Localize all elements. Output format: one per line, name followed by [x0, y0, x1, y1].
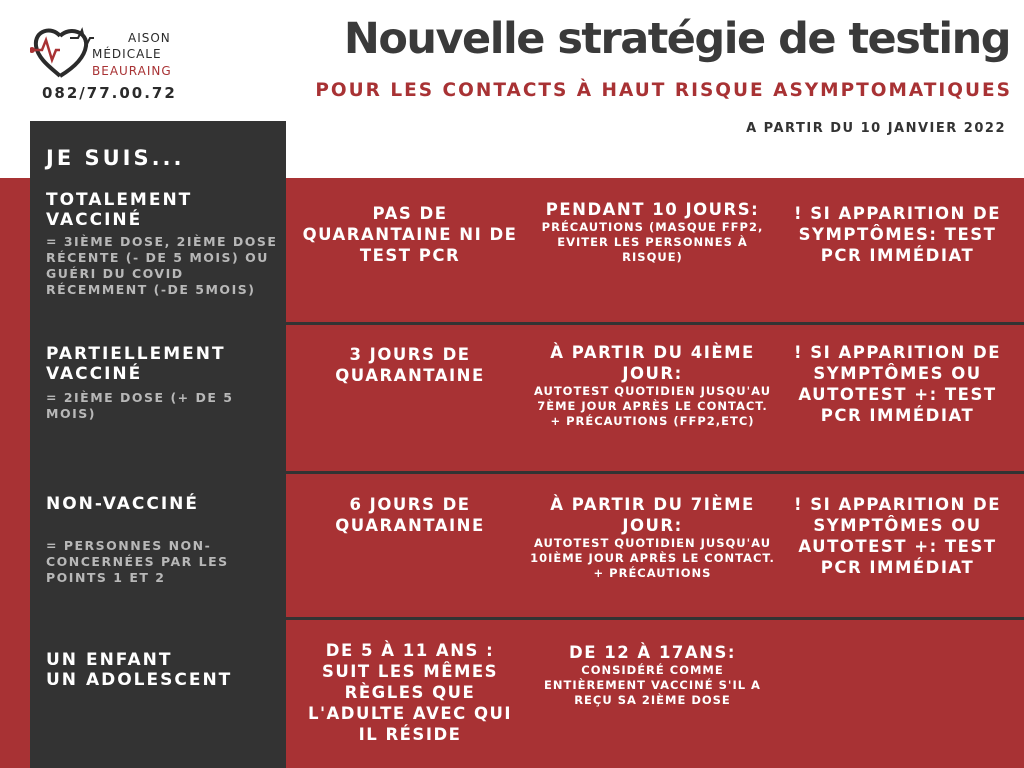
- cell-after-quarantine: [530, 199, 775, 265]
- cell-after-quarantine: [530, 342, 775, 429]
- logo-text-line1: AISON: [128, 31, 171, 45]
- row-title: TOTALEMENT VACCINÉ: [46, 190, 193, 230]
- row-divider: [286, 617, 1024, 620]
- cell-quarantine: [300, 494, 520, 536]
- cell-symptoms: [790, 342, 1005, 426]
- cell-symptoms: [790, 494, 1005, 578]
- cell-text: ! SI APPARITION DE SYMPTÔMES OU AUTOTEST +: TEST PCR IMMÉDIAT: [793, 343, 1002, 425]
- cell-quarantine: [300, 344, 520, 386]
- clinic-logo: [30, 26, 180, 84]
- row-label-unvaccinated: [46, 494, 281, 586]
- logo-text-line3: BEAURAING: [92, 64, 172, 78]
- cell-detail: PRÉCAUTIONS (MASQUE FFP2, EVITER LES PERSONNES À RISQUE): [541, 220, 764, 264]
- heart-pulse-icon: [30, 26, 94, 84]
- cell-text: 3 JOURS DE QUARANTAINE: [335, 345, 485, 385]
- page-title: Nouvelle stratégie de testing: [343, 14, 1010, 64]
- cell-text: PAS DE QUARANTAINE NI DE TEST PCR: [302, 204, 518, 265]
- page-subtitle: POUR LES CONTACTS À HAUT RISQUE ASYMPTOMATIQUES: [315, 80, 1012, 101]
- row-title-2: UN ADOLESCENT: [46, 670, 233, 690]
- cell-text: DE 5 À 11 ANS : SUIT LES MÊMES RÈGLES QUE L'ADULTE AVEC QUI IL RÉSIDE: [307, 641, 513, 744]
- cell-text: ! SI APPARITION DE SYMPTÔMES: TEST PCR IMMÉDIAT: [793, 204, 1002, 265]
- row-label-partially-vaccinated: [46, 344, 281, 422]
- row-divider: [286, 322, 1024, 325]
- cell-symptoms: [790, 203, 1005, 266]
- cell-title: PENDANT 10 JOURS:: [545, 200, 760, 219]
- row-title: NON-VACCINÉ: [46, 494, 200, 514]
- phone-number: 082/77.00.72: [42, 84, 177, 102]
- cell-after-quarantine: [530, 494, 775, 581]
- row-subtitle: = 3IÈME DOSE, 2IÈME DOSE RÉCENTE (- DE 5 MOIS) OU GUÉRI DU COVID RÉCEMMENT (-DE 5MOIS): [46, 234, 278, 297]
- row-subtitle: = PERSONNES NON-CONCERNÉES PAR LES POINTS 1 ET 2: [46, 538, 229, 585]
- cell-text: 6 JOURS DE QUARANTAINE: [335, 495, 485, 535]
- row-subtitle: = 2IÈME DOSE (+ DE 5 MOIS): [46, 390, 234, 421]
- effective-date: A PARTIR DU 10 JANVIER 2022: [746, 121, 1006, 136]
- cell-quarantine: [300, 203, 520, 266]
- logo-text-line2: MÉDICALE: [92, 47, 162, 61]
- row-label-fully-vaccinated: [46, 190, 281, 298]
- cell-text: ! SI APPARITION DE SYMPTÔMES OU AUTOTEST +: TEST PCR IMMÉDIAT: [793, 495, 1002, 577]
- row-title: UN ENFANT: [46, 650, 173, 670]
- cell-adolescent-rule: [530, 642, 775, 708]
- column-heading: JE SUIS...: [46, 146, 185, 170]
- row-label-child-adolescent: [46, 650, 281, 690]
- cell-detail: AUTOTEST QUOTIDIEN JUSQU'AU 10IÈME JOUR APRÈS LE CONTACT. + PRÉCAUTIONS: [530, 536, 775, 580]
- cell-title: DE 12 À 17ANS:: [569, 643, 736, 662]
- cell-children-rule: [300, 640, 520, 745]
- row-divider: [286, 471, 1024, 474]
- cell-detail: AUTOTEST QUOTIDIEN JUSQU'AU 7ÈME JOUR APRÈS LE CONTACT. + PRÉCAUTIONS (FFP2,ETC): [533, 384, 772, 428]
- row-title: PARTIELLEMENT VACCINÉ: [46, 344, 226, 384]
- cell-title: À PARTIR DU 4IÈME JOUR:: [550, 343, 755, 383]
- cell-title: À PARTIR DU 7IÈME JOUR:: [550, 495, 755, 535]
- cell-detail: CONSIDÉRÉ COMME ENTIÈREMENT VACCINÉ S'IL A REÇU SA 2IÈME DOSE: [544, 663, 761, 707]
